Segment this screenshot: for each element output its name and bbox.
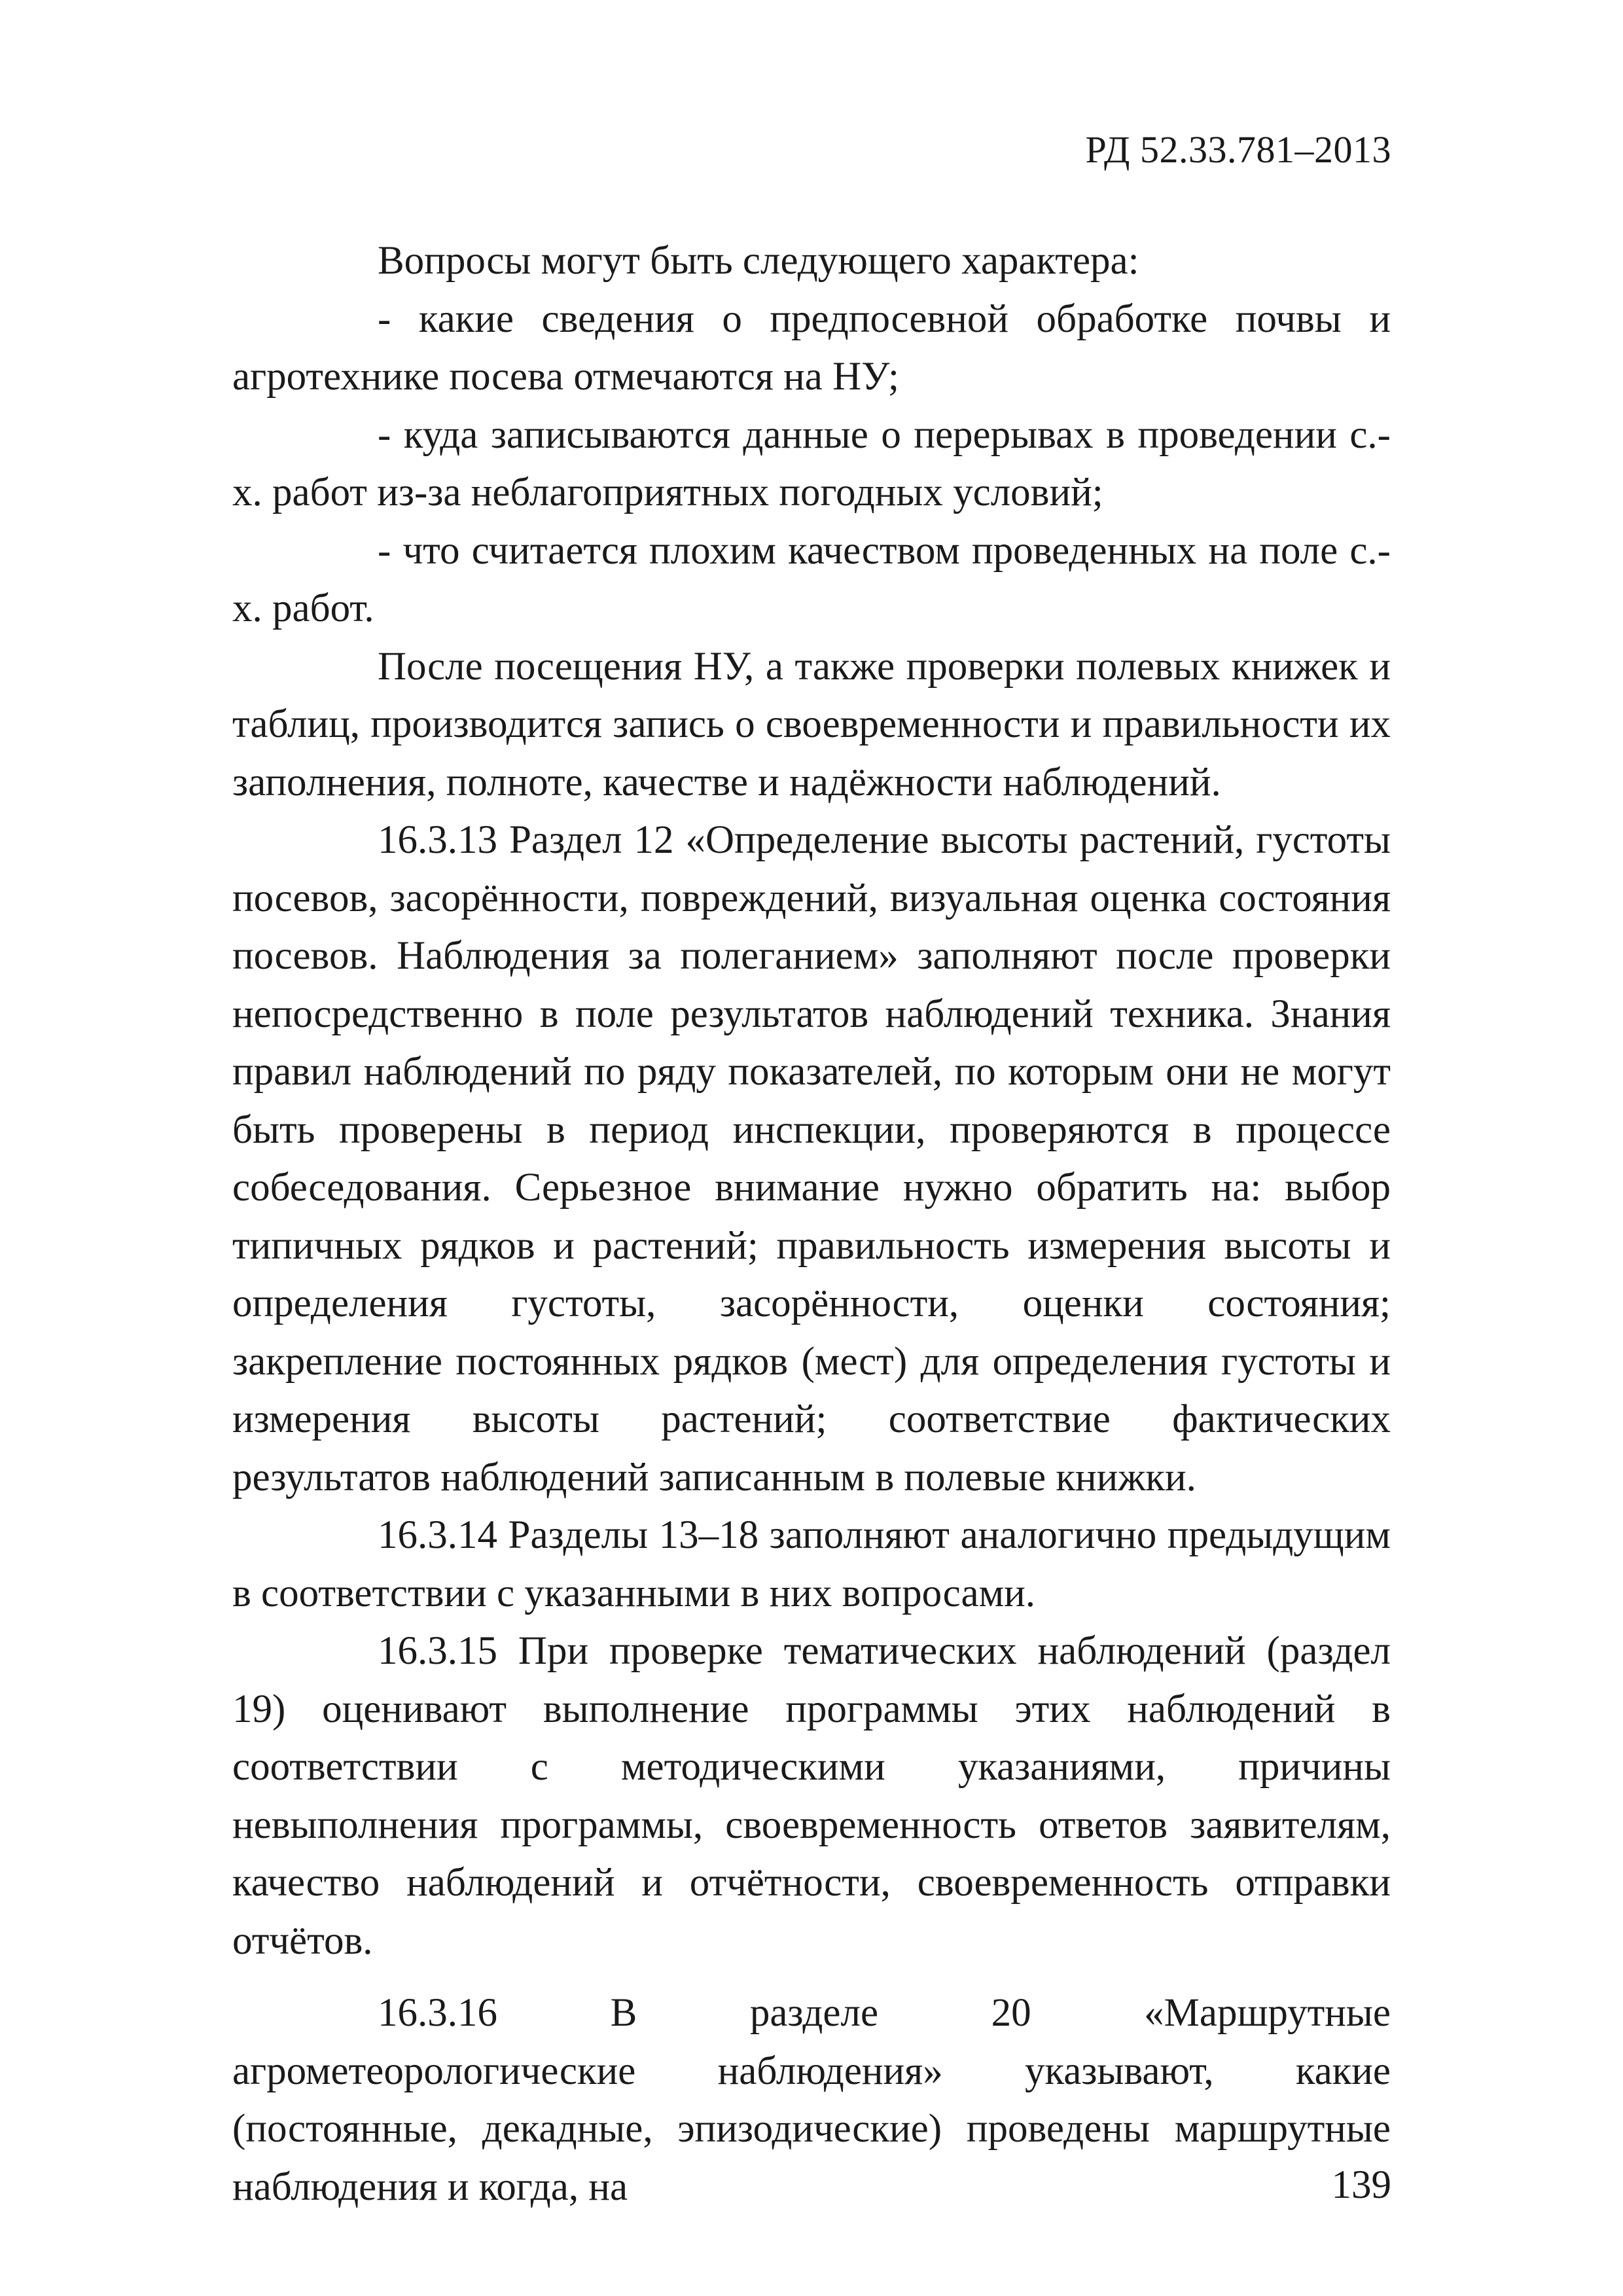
document-code: РД 52.33.781–2013 [1085, 128, 1391, 171]
list-item: - куда записываются данные о перерывах в проведении с.-х. работ из-за неблагоприятных погодных условий; [232, 412, 1391, 514]
section-paragraph: 16.3.14 Разделы 13–18 заполняют аналогично предыдущим в соответствии с указанными в них вопросами. [232, 1513, 1391, 1615]
page-body [232, 232, 1391, 2216]
page-number: 139 [1331, 2163, 1391, 2207]
section-paragraph: 16.3.15 При проверке тематических наблюдений (раздел 19) оценивают выполнение программы этих наблюдений в соответствии с методическими указаниями, причины невыполнения программы, своевременность ответов заявителям, качество наблюдений и отчётности, своевременность отправки отчётов. [232, 1629, 1391, 1963]
paragraph: Вопросы могут быть следующего характера: [378, 239, 1139, 283]
paragraph: После посещения НУ, а также проверки полевых книжек и таблиц, производится запись о своевременности и правильности их заполнения, полноте, качестве и надёжности наблюдений. [232, 644, 1391, 804]
list-item: - что считается плохим качеством проведенных на поле с.-х. работ. [232, 528, 1391, 630]
section-paragraph: 16.3.16 В разделе 20 «Маршрутные агрометеорологические наблюдения» указывают, какие (постоянные, декадные, эпизодические) проведены маршрутные наблюдения и когда, на [232, 1991, 1391, 2209]
list-item: - какие сведения о предпосевной обработке почвы и агротехнике посева отмечаются на НУ; [232, 296, 1391, 399]
section-paragraph: 16.3.13 Раздел 12 «Определение высоты растений, густоты посевов, засорённости, повреждений, визуальная оценка состояния посевов. Наблюдения за полеганием» заполняют после проверки непосредственно в поле результатов наблюдений техника. Знания правил наблюдений по ряду показателей, по которым они не могут быть проверены в период инспекции, проверяются в процессе собеседования. Серьезное внимание нужно обратить на: выбор типичных рядков и растений; правильность измерения высоты и определения густоты, засорённости, оценки состояния; закрепление постоянных рядков (мест) для определения густоты и измерения высоты растений; соответствие фактических результатов наблюдений записанным в полевые книжки. [232, 818, 1391, 1499]
